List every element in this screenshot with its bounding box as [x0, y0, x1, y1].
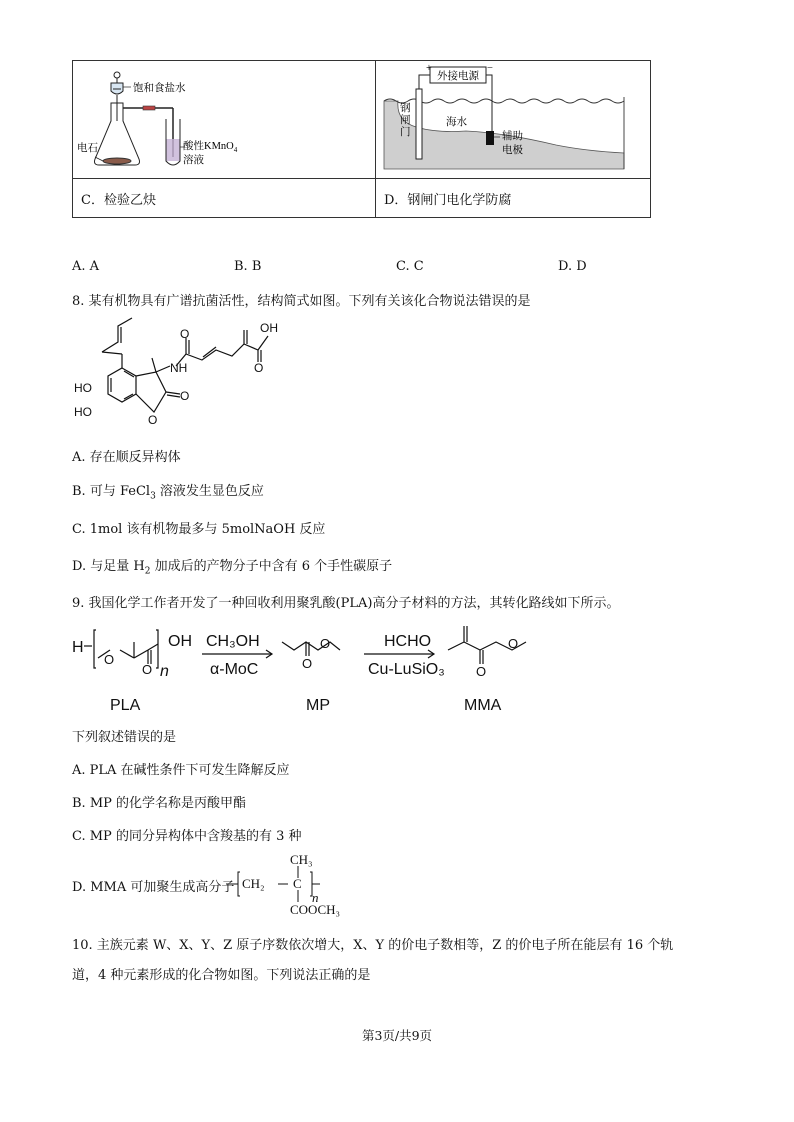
struct-o3: O — [148, 413, 158, 427]
option-d-caption: D．钢闸门电化学防腐 — [376, 179, 651, 218]
struct-oh-top: OH — [260, 321, 278, 335]
q10-line2: 道，4 种元素形成的化合物如图。下列说法正确的是 — [72, 968, 371, 983]
mma-polymer-formula — [224, 850, 384, 920]
polymer-c: C — [293, 876, 302, 891]
pla-o-carbonyl: O — [142, 662, 153, 677]
q10-line1: 10. 主族元素 W、X、Y、Z 原子序数依次增大，X、Y 的价电子数相等，Z 的价电子所在能层有 16 个轨 — [72, 938, 674, 953]
q9-lead: 下列叙述错误的是 — [72, 730, 177, 745]
q8-option-b: B. 可与 FeCl$_3$ 溶液发生显色反应 — [72, 484, 264, 502]
q9-option-d: D. MMA 可加聚生成高分子 — [72, 880, 235, 895]
struct-ho2: HO — [74, 405, 92, 419]
name-pla: PLA — [110, 697, 141, 714]
q9-option-a: A. PLA 在碱性条件下可发生降解反应 — [72, 763, 290, 778]
acetylene-test-apparatus — [73, 61, 375, 178]
aux-electrode-label-1: 辅助 — [502, 131, 523, 142]
label-calcium-carbide: 电石 — [77, 143, 98, 154]
polymer-ch3: CH₃ — [290, 852, 313, 867]
option-c-figure-cell — [73, 61, 376, 179]
answer-d: D. D — [558, 259, 587, 274]
acetylene-apparatus-drawing — [73, 61, 375, 178]
aux-electrode-label-2: 电极 — [502, 145, 523, 156]
reagent1-top: CH₃OH — [206, 633, 260, 650]
mp-o-ester: O — [320, 636, 331, 651]
q9-option-c: C. MP 的同分异构体中含羧基的有 3 种 — [72, 829, 302, 844]
struct-nh: NH — [170, 361, 188, 375]
pla-n: n — [160, 663, 169, 680]
label-kmno4-sub: 4 — [233, 146, 238, 154]
option-d-figure-cell — [376, 61, 651, 179]
cathodic-protection-drawing — [376, 61, 650, 178]
pla-o-ester: O — [104, 652, 115, 667]
reagent2-bottom: Cu-LuSiO₃ — [368, 661, 445, 678]
plus-sign: + — [426, 63, 432, 74]
pla-oh: OH — [168, 633, 192, 650]
mma-o-ester: O — [508, 636, 519, 651]
struct-o4: O — [180, 389, 190, 403]
name-mma: MMA — [464, 697, 502, 714]
name-mp: MP — [306, 697, 330, 714]
svg-text:酸性KMnO4 — [183, 139, 238, 154]
answer-c: C. C — [396, 259, 424, 274]
gate-label-2: 闸 — [400, 115, 411, 126]
seawater-label: 海水 — [446, 117, 467, 128]
struct-o1: O — [180, 327, 190, 341]
mp-o-carbonyl: O — [302, 656, 313, 671]
label-saturated-brine: 饱和食盐水 — [133, 83, 186, 94]
gate-label-1: 钢 — [400, 103, 411, 114]
struct-o2: O — [254, 361, 264, 375]
q8-option-c: C. 1mol 该有机物最多与 5molNaOH 反应 — [72, 522, 326, 537]
cathodic-protection-apparatus — [376, 61, 650, 178]
struct-ho1: HO — [74, 381, 92, 395]
q9-option-b: B. MP 的化学名称是丙酸甲酯 — [72, 796, 247, 811]
q9-reaction-scheme — [68, 620, 548, 720]
pla-h: H — [72, 639, 84, 656]
polymer-n: n — [312, 890, 319, 905]
reagent2-top: HCHO — [384, 633, 432, 650]
q8-stem: 8. 某有机物具有广谱抗菌活性，结构简式如图。下列有关该化合物说法错误的是 — [72, 294, 531, 309]
label-kmno4: 酸性KMnO — [183, 141, 234, 152]
polymer-ch2: CH₂ — [242, 876, 265, 891]
reagent1-bottom: α-MoC — [210, 661, 259, 678]
label-solution: 溶液 — [183, 155, 204, 166]
polymer-cooch3: COOCH₃ — [290, 902, 341, 917]
gate-label-3: 门 — [400, 127, 411, 138]
q8-option-d: D. 与足量 $H_2$ 加成后的产物分子中含有 6 个手性碳原子 — [72, 559, 393, 577]
q8-option-a: A. 存在顺反异构体 — [72, 450, 181, 465]
page-footer: 第3页/共9页 — [361, 1028, 433, 1043]
answer-a: A. A — [72, 259, 100, 274]
option-c-caption: C．检验乙炔 — [73, 179, 376, 218]
q8-structure-diagram — [72, 316, 292, 436]
power-supply-label: 外接电源 — [437, 71, 479, 82]
minus-sign: − — [487, 63, 493, 74]
options-table — [72, 60, 651, 218]
answer-b: B. B — [234, 259, 262, 274]
mma-o-carbonyl: O — [476, 664, 487, 679]
q9-stem: 9. 我国化学工作者开发了一种回收利用聚乳酸(PLA)高分子材料的方法，其转化路线如下所示。 — [72, 596, 620, 611]
